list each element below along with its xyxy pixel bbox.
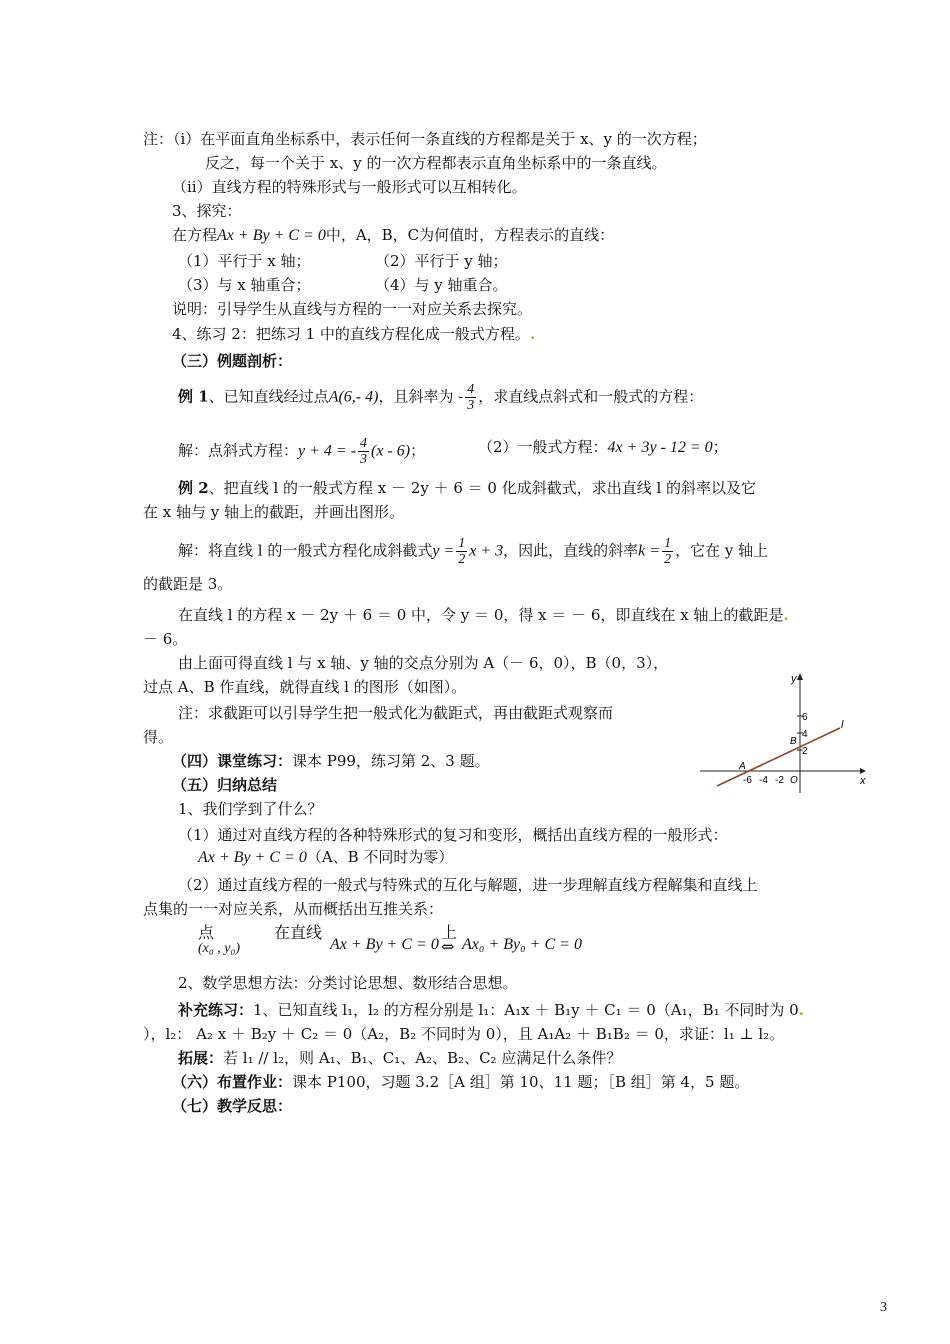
y-axis-arrow	[797, 673, 803, 680]
point-b-label: B	[790, 736, 797, 747]
example-2-cont: 在 x 轴与 y 轴上的截距，并画出图形。	[143, 503, 405, 521]
x-axis-arrow	[860, 768, 866, 774]
x-axis-label: x	[860, 775, 866, 787]
section-4: （四）课堂练习：课本 P99，练习第 2、3 题。	[172, 752, 490, 770]
solution-2-intercept: 的截距是 3。	[143, 575, 233, 593]
supplement-cont: ），l₂： A₂ x ＋ B₂y ＋ C₂ ＝ 0（A₂，B₂ 不同时为 0），且 A₁A₂ ＋ B₁B₂ ＝ 0，求证：l₁ ⊥ l₂。	[143, 1025, 785, 1043]
solution-2-draw: 过点 A、B 作直线，就得直线 l 的图形（如图）。	[143, 678, 467, 696]
line-label: l	[841, 719, 844, 731]
slope-k-fraction: $\frac{1}{2}$	[664, 536, 672, 567]
solution-1: 解：点斜式方程：y + 4 = - $\frac{4}{3}$ (x - 6)；	[178, 436, 426, 467]
case-2: （2）平行于 y 轴；	[375, 252, 508, 270]
supplement: 补充练习：1、已知直线 l₁，l₂ 的方程分别是 l₁：A₁x ＋ B₁y ＋ C₁ ＝ 0（A₁，B₁ 不同时为 0.	[178, 1001, 804, 1019]
note-i-cont: 反之，每一个关于 x、y 的一次方程都表示直角坐标系中的一条直线。	[205, 154, 667, 172]
marker-dot: .	[529, 325, 536, 343]
summary-1b-cont: 点集的一一对应关系，从而概括出互推关系：	[143, 900, 444, 918]
slope-fraction: $\frac{4}{3}$	[467, 382, 475, 413]
practice-2: 4、练习 2：把练习 1 中的直线方程化成一般式方程。.	[172, 325, 536, 343]
explore-question: 在方程Ax + By + C = 0中，A，B，C为何值时，方程表示的直线：	[172, 226, 615, 244]
line-graph-figure	[695, 668, 870, 798]
section-6: （六）布置作业：课本 P100，习题 3.2［A 组］第 10、11 题；［B 组］第 4，5 题。	[172, 1073, 750, 1091]
solution-1-general: （2）一般式方程：4x + 3y - 12 = 0；	[478, 438, 728, 456]
solution-2-xintercept: 在直线 l 的方程 x － 2y ＋ 6 ＝ 0 中，令 y ＝ 0，得 x ＝ － 6，即直线在 x 轴上的截距是.	[178, 606, 789, 624]
page-number: 3	[880, 1300, 887, 1315]
relation-point: (x₀ , y₀)	[198, 941, 240, 956]
note-i: 注：（ⅰ）在平面直角坐标系中，表示任何一条直线的方程都是关于 x、y 的一次方程；	[143, 130, 707, 148]
relation-dot-label: 点	[198, 923, 215, 942]
note-ii: （ⅱ）直线方程的特殊形式与一般形式可以互相转化。	[172, 178, 527, 196]
summary-1b: （2）通过直线方程的一般式与特殊式的互化与解题，进一步理解直线方程解集和直线上	[178, 876, 758, 894]
relation-iff: ⇔	[441, 937, 455, 956]
y-axis-label: y	[791, 673, 797, 685]
equation-general: Ax + By + C = 0	[217, 227, 326, 244]
case-3: （3）与 x 轴重合；	[178, 276, 311, 294]
section-5-heading: （五）归纳总结	[172, 776, 278, 794]
example-1: 例 1、已知直线经过点A(6,- 4)，且斜率为 - $\frac{4}{3}$ ，求直线点斜式和一般式的方程：	[178, 382, 704, 413]
relation-equation-2: Ax₀ + By₀ + C = 0	[462, 936, 582, 953]
summary-1a-eq: Ax + By + C = 0（A、B 不同时为零）	[198, 848, 454, 866]
summary-1a: （1）通过对直线方程的各种特殊形式的复习和变形，概括出直线方程的一般形式：	[178, 826, 728, 844]
extension: 拓展：若 l₁ // l₂，则 A₁、B₁、C₁、A₂、B₂、C₂ 应满足什么条件？	[178, 1049, 622, 1067]
x-tick-label: -2	[775, 775, 784, 786]
note-2: 注：求截距可以引导学生把一般式化为截距式，再由截距式观察而	[178, 704, 614, 722]
solution-2-points: 由上面可得直线 l 与 x 轴、y 轴的交点分别为 A（－ 6，0），B（0，3），	[178, 654, 669, 672]
case-1: （1）平行于 x 轴；	[178, 252, 311, 270]
y-tick-label: 2	[802, 746, 808, 757]
explain: 说明：引导学生从直线与方程的一一对应关系去探究。	[172, 300, 533, 318]
relation-on-line: 在直线	[274, 923, 323, 942]
explore-heading: 3、探究：	[172, 202, 242, 220]
point-a-label: A	[739, 761, 746, 772]
summary-2: 2、数学思想方法：分类讨论思想、数形结合思想。	[178, 974, 518, 992]
case-4: （4）与 y 轴重合。	[375, 276, 508, 294]
note-2-cont: 得。	[143, 728, 174, 746]
point-a: A(6,- 4)	[328, 388, 379, 406]
section-7-heading: （七）教学反思：	[172, 1097, 293, 1115]
section-3-heading: （三）例题剖析：	[172, 352, 293, 370]
y-tick-label: 4	[802, 729, 808, 740]
slope-fraction-2: $\frac{1}{2}$	[458, 536, 466, 567]
solution-2: 解：将直线 l 的一般式方程化成斜截式y = $\frac{1}{2}$ x + 3，因此，直线的斜率k = $\frac{1}{2}$ ，它在 y 轴上	[178, 536, 769, 567]
relation-up: 上	[441, 923, 458, 942]
example-2: 例 2、把直线 l 的一般式方程 x － 2y ＋ 6 ＝ 0 化成斜截式，求出直线 l 的斜率以及它	[178, 479, 757, 497]
solution-2-xintercept-cont: － 6。	[143, 630, 188, 648]
x-tick-label: -6	[743, 775, 752, 786]
origin-label: O	[790, 775, 798, 786]
summary-1: 1、我们学到了什么？	[178, 800, 323, 818]
y-tick-label: 6	[802, 712, 808, 723]
x-tick-label: -4	[759, 775, 768, 786]
relation-equation: Ax + By + C = 0	[330, 936, 439, 953]
solution-fraction: $\frac{4}{3}$	[360, 436, 368, 467]
